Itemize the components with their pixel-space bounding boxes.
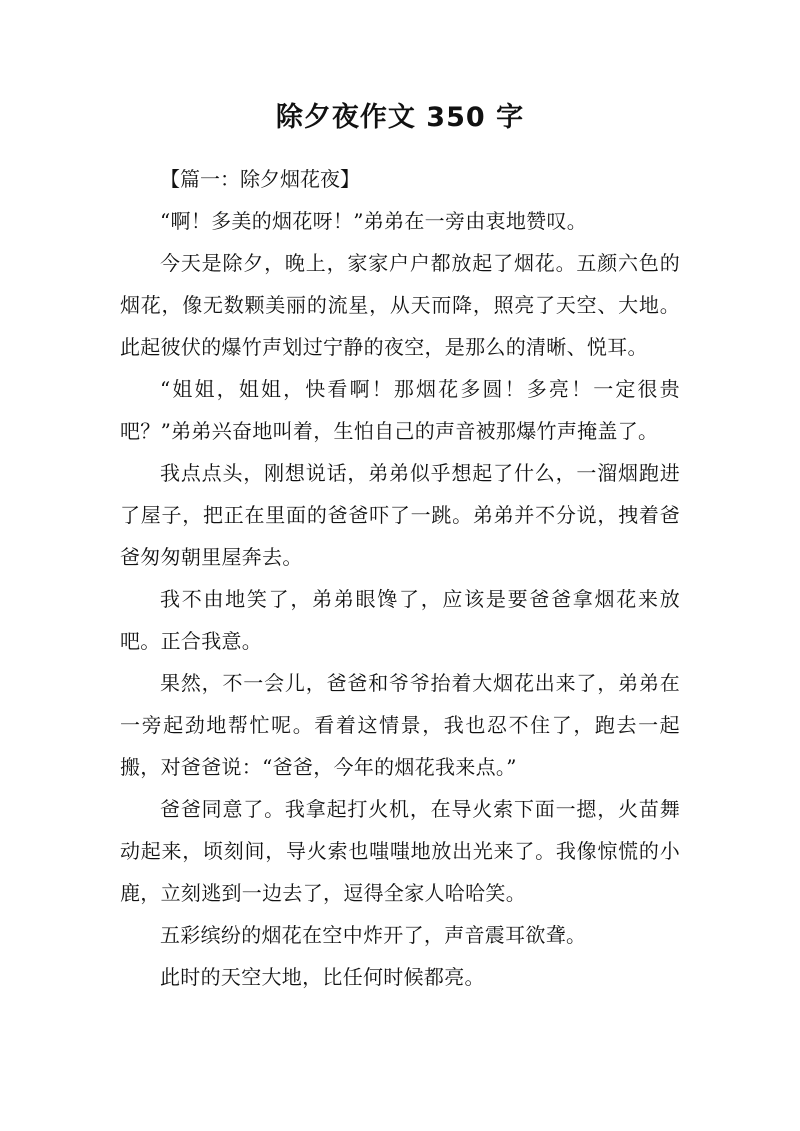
paragraph-8: 五彩缤纷的烟花在空中炸开了，声音震耳欲聋。 (160, 923, 587, 947)
paragraph-9: 此时的天空大地，比任何时候都亮。 (160, 965, 485, 989)
paragraph-3: “姐姐，姐姐，快看啊！那烟花多圆！多亮！一定很贵吧？”弟弟兴奋地叫着，生怕自己的声音被那爆竹声掩盖了。 (120, 377, 680, 443)
document-title: 除夕夜作文 350 字 (275, 102, 525, 133)
paragraph-2: 今天是除夕，晚上，家家户户都放起了烟花。五颜六色的烟花，像无数颗美丽的流星，从天而降，照亮了天空、大地。此起彼伏的爆竹声划过宁静的夜空，是那么的清晰、悦耳。 (120, 251, 680, 359)
paragraph-4: 我点点头，刚想说话，弟弟似乎想起了什么，一溜烟跑进了屋子，把正在里面的爸爸吓了一跳。弟弟并不分说，拽着爸爸匆匆朝里屋奔去。 (120, 461, 680, 569)
paragraph-5: 我不由地笑了，弟弟眼馋了，应该是要爸爸拿烟花来放吧。正合我意。 (120, 587, 680, 653)
paragraph-7: 爸爸同意了。我拿起打火机，在导火索下面一摁，火苗舞动起来，顷刻间，导火索也嗤嗤地放出光来了。我像惊慌的小鹿，立刻逃到一边去了，逗得全家人哈哈笑。 (120, 797, 680, 905)
paragraph-6: 果然，不一会儿，爸爸和爷爷抬着大烟花出来了，弟弟在一旁起劲地帮忙呢。看着这情景，我也忍不住了，跑去一起搬，对爸爸说：“爸爸，今年的烟花我来点。” (120, 671, 680, 779)
section-header: 【篇一：除夕烟花夜】 (160, 167, 360, 191)
paragraph-1: “啊！多美的烟花呀！”弟弟在一旁由衷地赞叹。 (160, 209, 588, 233)
